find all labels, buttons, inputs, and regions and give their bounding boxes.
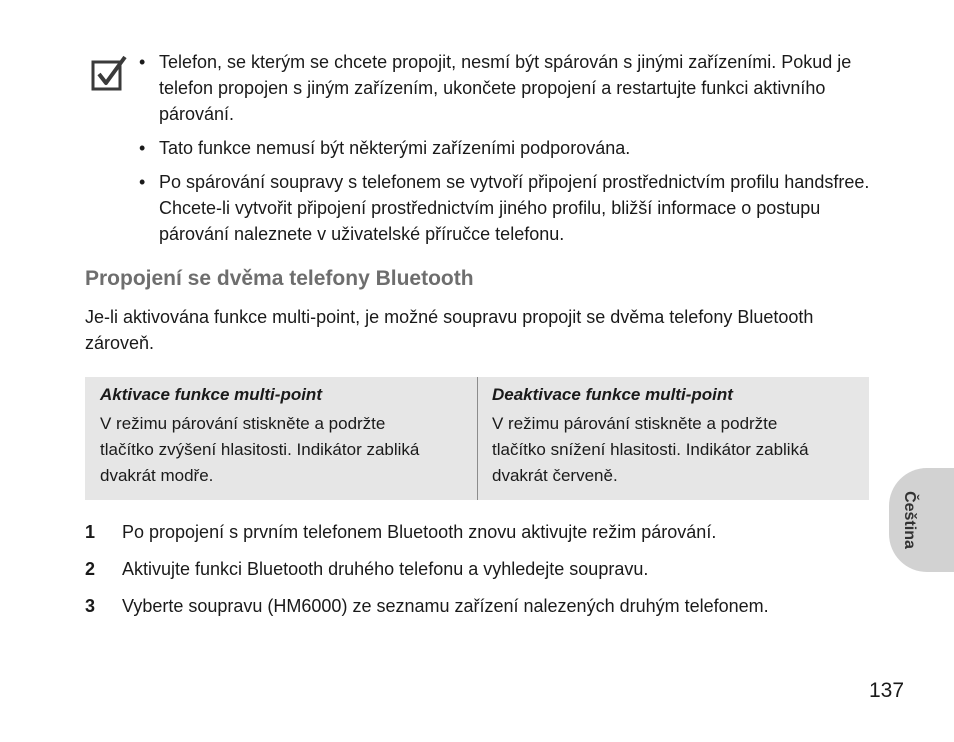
deactivate-text — [492, 411, 869, 489]
language-tab — [889, 468, 954, 572]
deactivate-column — [478, 377, 869, 500]
note-bullet-text: Telefon, se kterým se chcete propojit, nesmí být spárován s jinými zařízeními. Pokud je telefon propojen s jiným zařízením, ukončete propojení a restartujte funkci aktivního párování. — [159, 52, 852, 124]
note-bullet-item — [137, 169, 877, 247]
step-item — [85, 556, 885, 582]
note-bullet-item — [137, 49, 877, 127]
note-bullet-text: Po spárování soupravy s telefonem se vytvoří připojení prostřednictvím profilu handsfree. Chcete-li vytvořit připojení prostřednictvím jiného profilu, bližší informace o postupu párování naleznete v uživatelské příručce telefonu. — [159, 172, 870, 244]
bullet-dot: • — [139, 52, 146, 72]
activate-text-line: tlačítko zvýšení hlasitosti. Indikátor zabliká — [100, 440, 420, 459]
step-number: 1 — [85, 522, 96, 542]
steps-list — [85, 519, 885, 630]
deactivate-text-line: V režimu párování stiskněte a podržte — [492, 414, 778, 433]
activate-text — [100, 411, 477, 489]
activate-text-line: dvakrát modře. — [100, 466, 214, 485]
section-title: Propojení se dvěma telefony Bluetooth — [85, 267, 474, 290]
activate-text-line: V režimu párování stiskněte a podržte — [100, 414, 386, 433]
deactivate-text-line: tlačítko snížení hlasitosti. Indikátor zabliká — [492, 440, 809, 459]
deactivate-text-line: dvakrát červeně. — [492, 466, 618, 485]
bullet-dot: • — [139, 172, 146, 192]
language-tab-label: Čeština — [901, 491, 918, 549]
step-number: 2 — [85, 559, 96, 579]
checkbox-note-icon — [91, 55, 129, 93]
step-number: 3 — [85, 596, 96, 616]
step-text: Aktivujte funkci Bluetooth druhého telefonu a vyhledejte soupravu. — [122, 559, 649, 579]
note-bullet-list — [137, 49, 877, 255]
step-item — [85, 519, 885, 545]
step-text: Po propojení s prvním telefonem Bluetooth znovu aktivujte režim párování. — [122, 522, 717, 542]
activate-heading: Aktivace funkce multi-point — [100, 385, 322, 404]
note-bullet-text: Tato funkce nemusí být některými zařízeními podporována. — [159, 138, 631, 158]
bullet-dot: • — [139, 138, 146, 158]
section-intro: Je-li aktivována funkce multi-point, je možné soupravu propojit se dvěma telefony Bluetooth zároveň. — [85, 307, 814, 353]
activate-column — [85, 377, 478, 500]
multipoint-table — [85, 377, 869, 500]
deactivate-heading: Deaktivace funkce multi-point — [492, 385, 733, 404]
note-bullet-item — [137, 135, 877, 161]
step-text: Vyberte soupravu (HM6000) ze seznamu zařízení nalezených druhým telefonem. — [122, 596, 769, 616]
page-number: 137 — [869, 679, 905, 702]
step-item — [85, 593, 885, 619]
